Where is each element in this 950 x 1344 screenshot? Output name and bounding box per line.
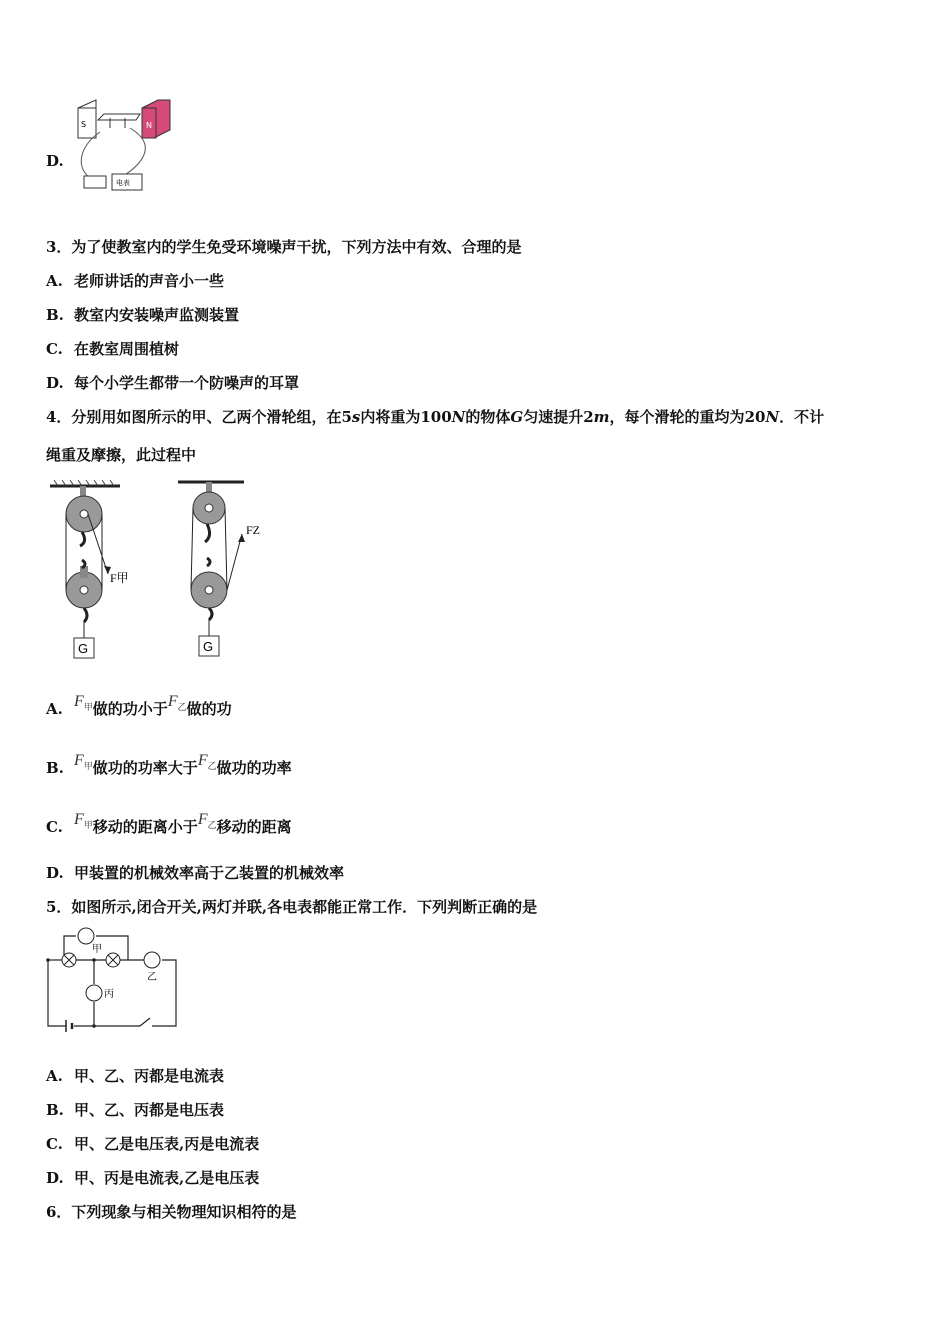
q5-circuit-figure: [44, 926, 184, 1036]
q4-stem: 4．分别用如图所示的甲、乙两个滑轮组，在5s内将重为100N的物体G匀速提升2m，每个滑轮的重均为20N．不计: [46, 408, 825, 426]
f-jia-symbol: $F_甲$: [74, 752, 93, 772]
q5-option-a[interactable]: A. 甲、乙、丙都是电流表: [46, 1067, 225, 1085]
meter-label: 电表: [116, 179, 130, 187]
q5-stem: 5．如图所示,闭合开关,两灯并联,各电表都能正常工作．下列判断正确的是: [46, 898, 538, 916]
f-yi-symbol: $F_乙$: [197, 811, 217, 831]
q2-magnet-figure: [70, 96, 180, 196]
q5-option-c[interactable]: C. 甲、乙是电压表,丙是电流表: [46, 1135, 260, 1153]
meter-jia-label: 甲: [92, 944, 102, 955]
force-yi-label: FZ: [246, 523, 261, 537]
q4-stem-2: 绳重及摩擦，此过程中: [46, 446, 197, 464]
q3-option-c[interactable]: C. 在教室周围植树: [46, 340, 180, 358]
q5-option-d[interactable]: D. 甲、丙是电流表,乙是电压表: [46, 1169, 260, 1187]
q3-option-d[interactable]: D. 每个小学生都带一个防噪声的耳罩: [46, 374, 300, 392]
weight-g-left: G: [78, 641, 89, 656]
option-letter: D.: [46, 152, 64, 170]
weight-g-right: G: [203, 639, 214, 654]
q4-option-a[interactable]: A. $F_甲$做的功小于$F_乙$做的功: [46, 693, 232, 718]
f-yi-symbol: $F_乙$: [197, 752, 217, 772]
f-jia-symbol: $F_甲$: [74, 693, 93, 713]
q3-stem: 3．为了使教室内的学生免受环境噪声干扰，下列方法中有效、合理的是: [46, 238, 522, 256]
f-jia-symbol: $F_甲$: [74, 811, 93, 831]
q3-option-a[interactable]: A. 老师讲话的声音小一些: [46, 272, 225, 290]
q4-option-c[interactable]: C. $F_甲$移动的距离小于$F_乙$移动的距离: [46, 811, 292, 836]
q5-option-b[interactable]: B. 甲、乙、丙都是电压表: [46, 1101, 225, 1119]
q4-option-b[interactable]: B. $F_甲$做功的功率大于$F_乙$做功的功率: [46, 752, 292, 777]
magnet-n-label: N: [146, 121, 152, 130]
force-jia-label: F甲: [110, 571, 129, 585]
q6-stem: 6．下列现象与相关物理知识相符的是: [46, 1203, 297, 1221]
meter-yi-label: 乙: [147, 972, 157, 983]
meter-bing-label: 丙: [104, 989, 114, 1000]
q4-pulley-figure: [44, 478, 284, 668]
magnet-s-label: S: [81, 120, 87, 129]
q3-option-b[interactable]: B. 教室内安装噪声监测装置: [46, 306, 240, 324]
f-yi-symbol: $F_乙$: [167, 693, 187, 713]
q4-option-d[interactable]: D. 甲装置的机械效率高于乙装置的机械效率: [46, 864, 345, 882]
